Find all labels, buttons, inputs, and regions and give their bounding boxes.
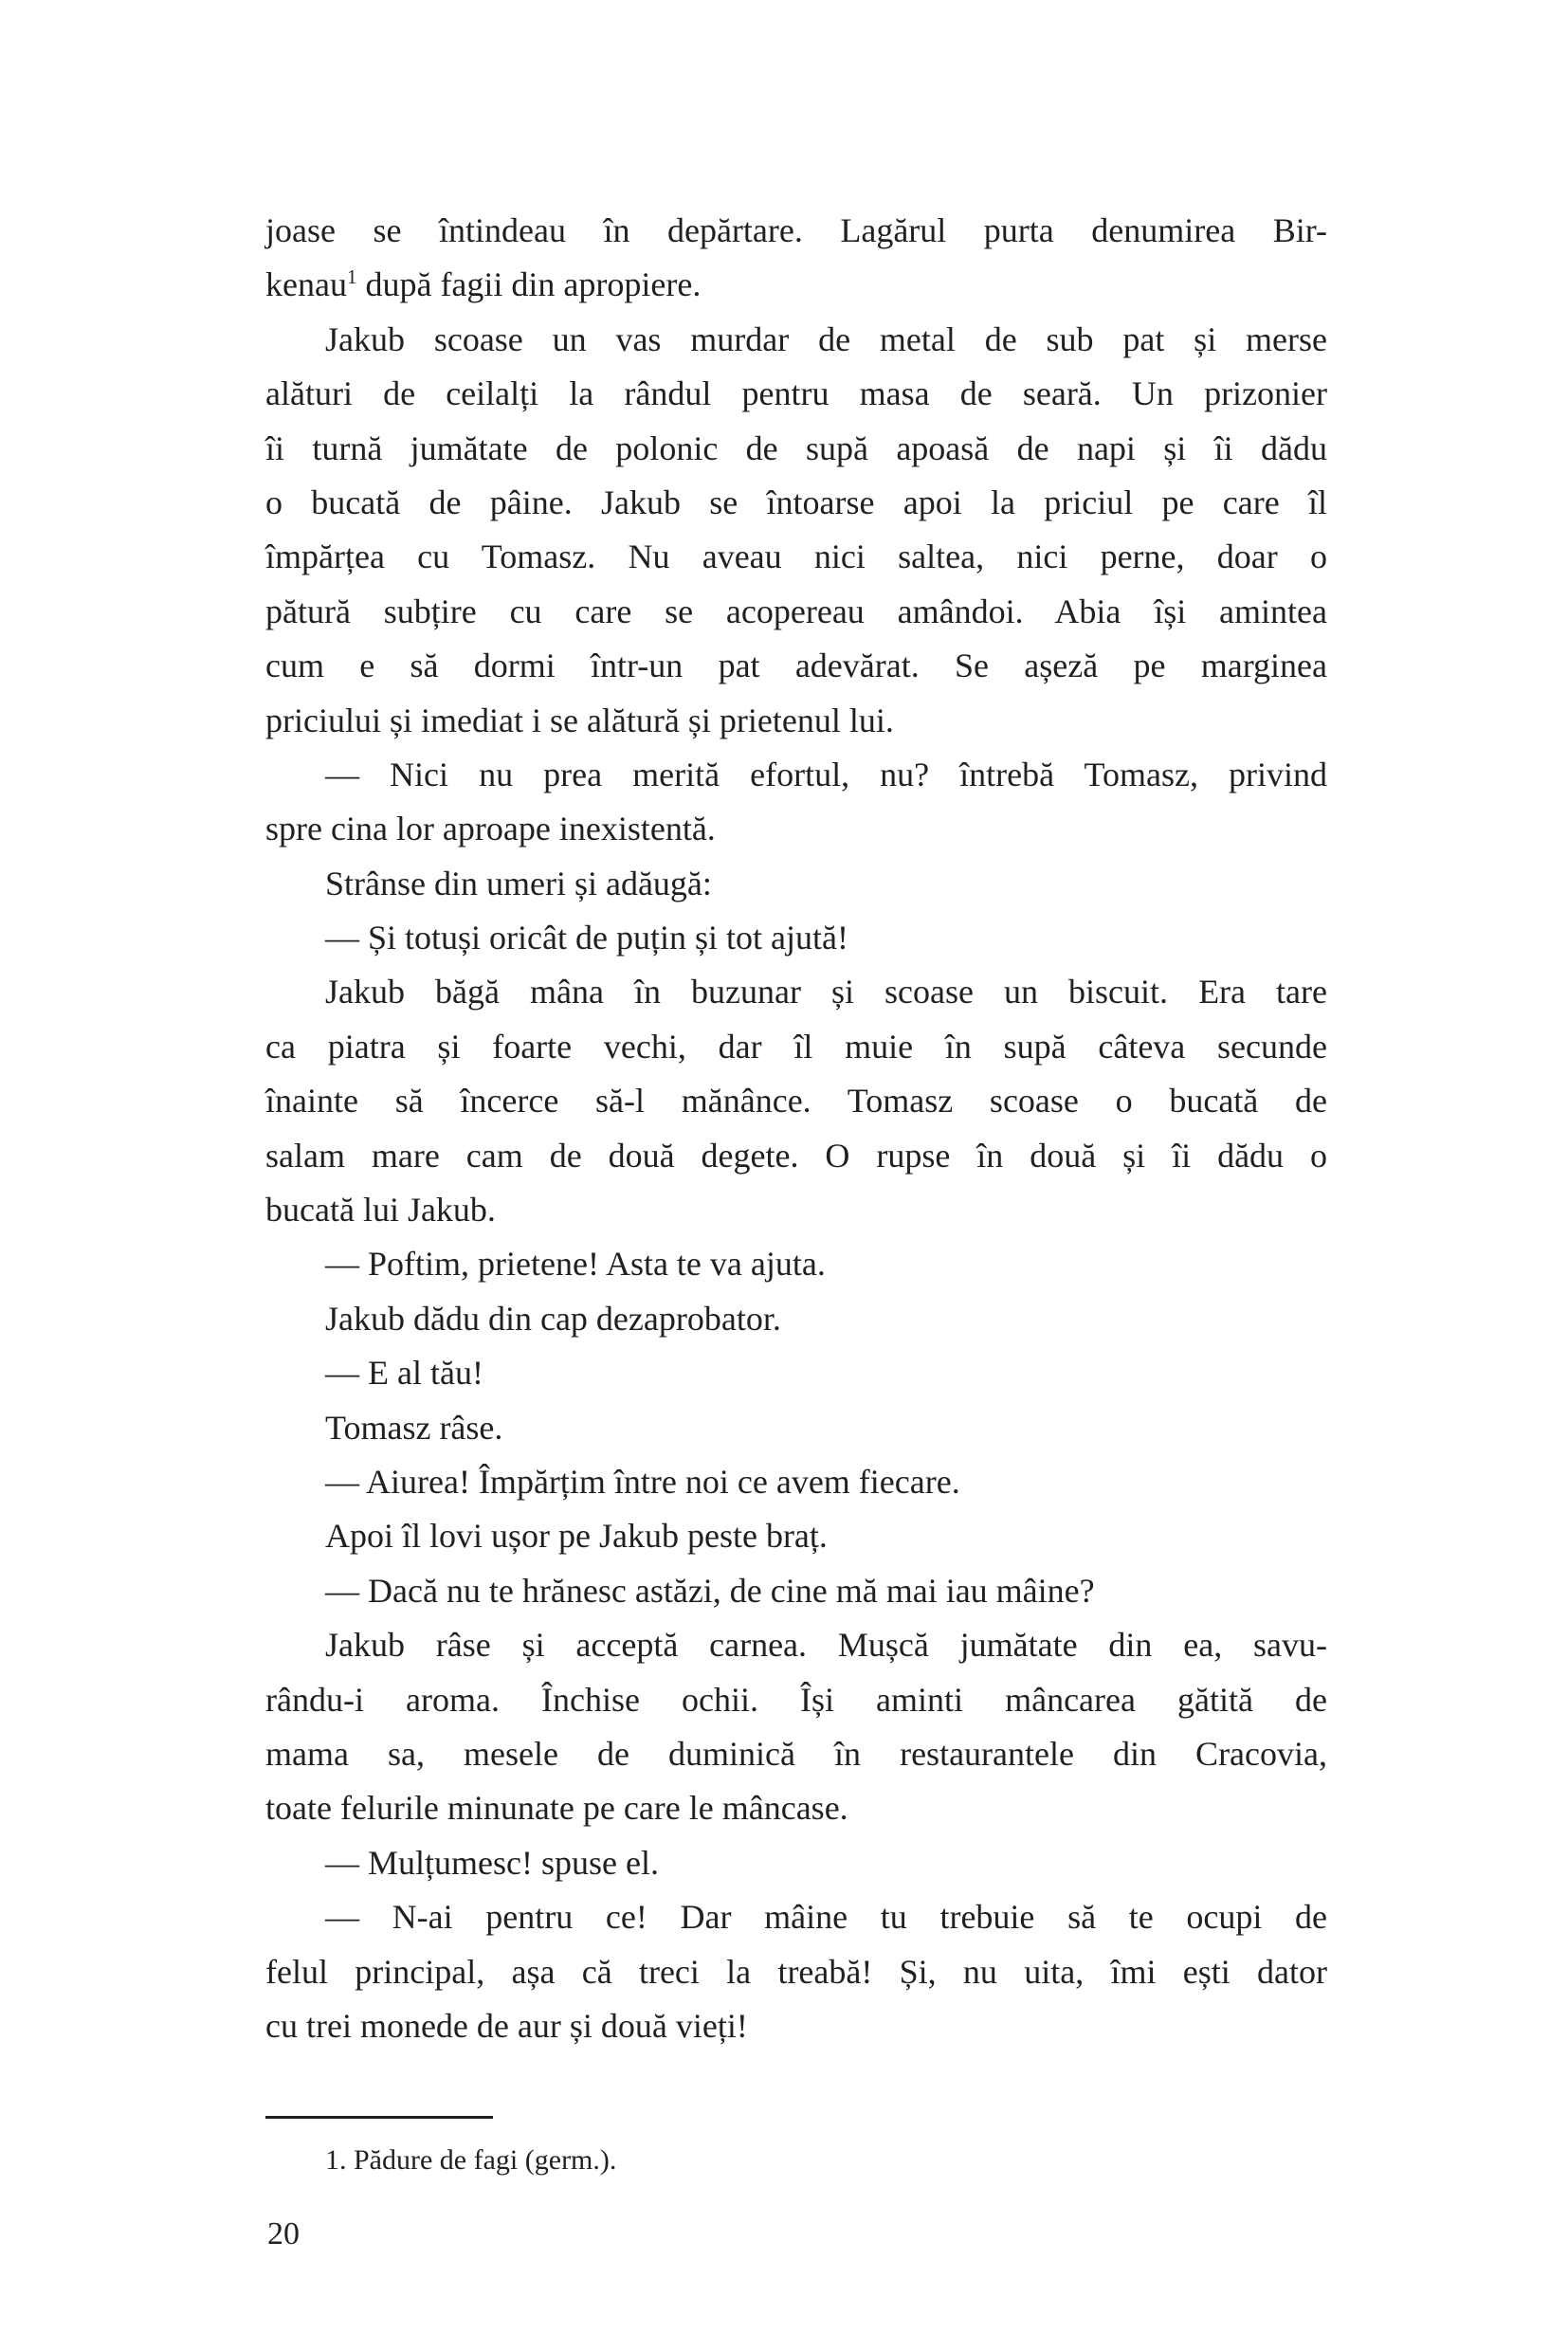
text-line: — Nici nu prea merită efortul, nu? întrebă Tomasz, privind <box>325 755 1327 793</box>
text-line: cum e să dormi într-un pat adevărat. Se așeză pe marginea <box>265 647 1327 685</box>
text-line: — Și totuși oricât de puțin și tot ajută! <box>325 919 848 957</box>
text-line: alături de ceilalți la rândul pentru masa de seară. Un prizonier <box>265 374 1327 413</box>
text-line: Jakub scoase un vas murdar de metal de sub pat și merse <box>325 319 1327 358</box>
text-line: Apoi îl lovi ușor pe Jakub peste braț. <box>325 1517 828 1556</box>
text-line: împărțea cu Tomasz. Nu aveau nici saltea, nici perne, doar o <box>265 538 1327 576</box>
text-line: — Aiurea! Împărțim între noi ce avem fiecare. <box>325 1462 960 1501</box>
text-line: toate felurile minunate pe care le mâncase. <box>265 1789 848 1828</box>
text-line: — Mulțumesc! spuse el. <box>325 1843 659 1882</box>
footnote-reference: 1 <box>346 265 357 289</box>
footnote: 1. Pădure de fagi (germ.). <box>325 2144 617 2176</box>
text-line: cu trei monede de aur și două vieți! <box>265 2006 748 2045</box>
text-line: — Dacă nu te hrănesc astăzi, de cine mă mai iau mâine? <box>325 1571 1095 1610</box>
text-line: Jakub băgă mâna în buzunar și scoase un biscuit. Era tare <box>325 973 1327 1011</box>
text-line: mama sa, mesele de duminică în restaurantele din Cracovia, <box>265 1734 1327 1773</box>
text-line: — Poftim, prietene! Asta te va ajuta. <box>325 1245 826 1284</box>
text-line: înainte să încerce să-l mănânce. Tomasz scoase o bucată de <box>265 1082 1327 1121</box>
text-segment: după fagii din apropiere. <box>356 265 702 304</box>
text-line <box>265 258 1327 312</box>
text-line: Jakub râse și acceptă carnea. Mușcă jumătate din ea, savu- <box>325 1626 1327 1665</box>
text-line: bucată lui Jakub. <box>265 1191 496 1230</box>
text-line: pătură subțire cu care se acopereau amândoi. Abia își amintea <box>265 592 1327 630</box>
text-line: — E al tău! <box>325 1354 483 1393</box>
text-segment: kenau <box>265 265 347 304</box>
body-text <box>265 204 1327 2053</box>
text-line: salam mare cam de două degete. O rupse în două și îi dădu o <box>265 1136 1327 1175</box>
text-line: ca piatra și foarte vechi, dar îl muie în supă câteva secunde <box>265 1027 1327 1066</box>
text-line: — N-ai pentru ce! Dar mâine tu trebuie să te ocupi de <box>325 1898 1327 1937</box>
text-line: îi turnă jumătate de polonic de supă apoasă de napi și îi dădu <box>265 428 1327 467</box>
text-line: spre cina lor aproape inexistentă. <box>265 810 716 848</box>
text-line: Strânse din umeri și adăugă: <box>325 864 712 902</box>
text-line: o bucată de pâine. Jakub se întoarse apoi la priciul pe care îl <box>265 483 1327 521</box>
footnote-divider <box>265 2116 493 2119</box>
text-line: Jakub dădu din cap dezaprobator. <box>325 1299 781 1338</box>
text-line: rându-i aroma. Închise ochii. Își aminti mâncarea gătită de <box>265 1680 1327 1719</box>
page-number: 20 <box>267 2216 300 2251</box>
text-line: Tomasz râse. <box>325 1408 503 1447</box>
text-line: joase se întindeau în depărtare. Lagărul purta denumirea Bir- <box>265 211 1327 249</box>
text-line: felul principal, așa că treci la treabă! Și, nu uita, îmi ești dator <box>265 1952 1327 1991</box>
text-line: priciului și imediat i se alătură și prietenul lui. <box>265 701 894 739</box>
